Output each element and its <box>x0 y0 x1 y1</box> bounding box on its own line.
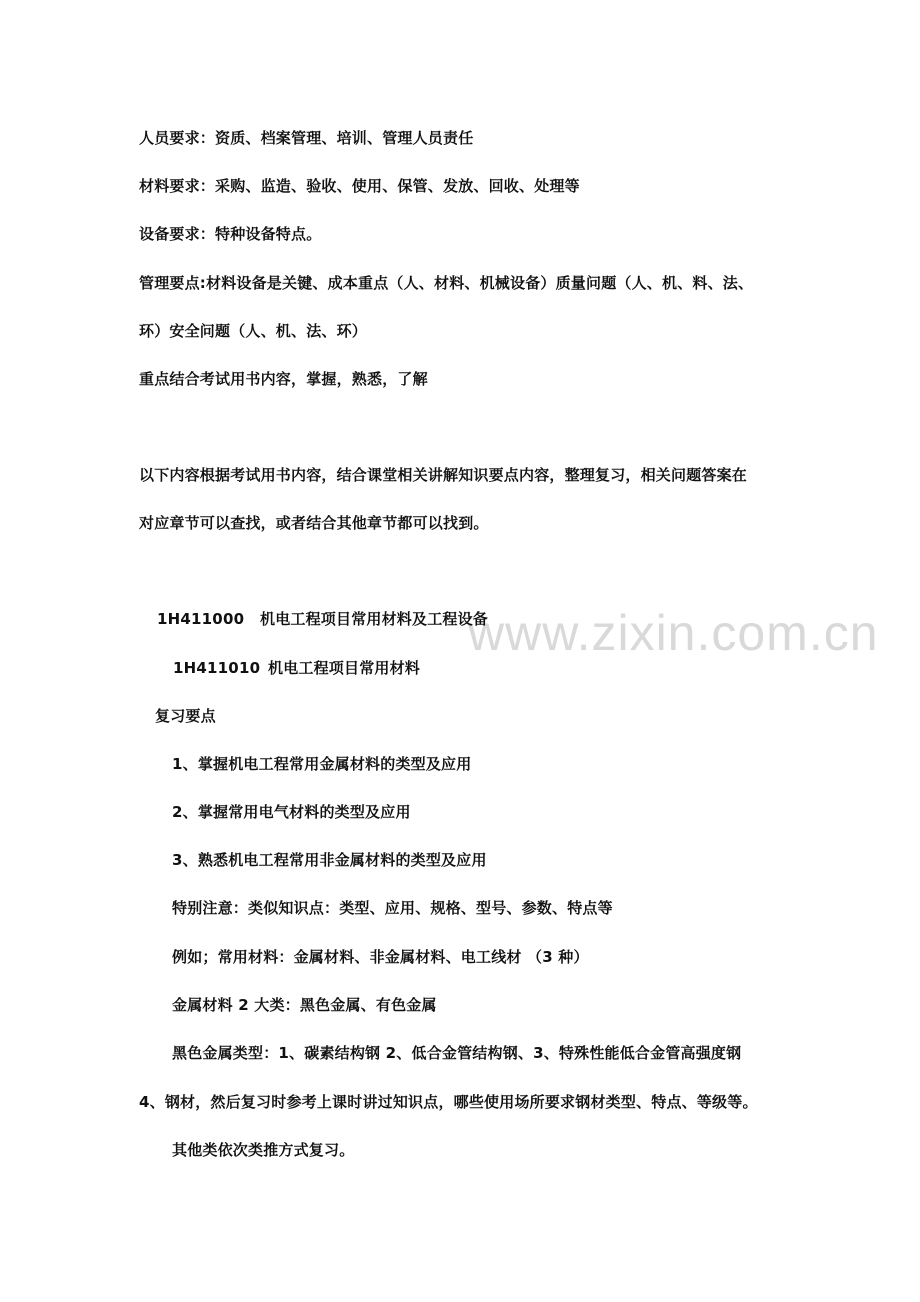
chapter-title: 机电工程项目常用材料及工程设备 <box>260 610 489 628</box>
guide-line1: 以下内容根据考试用书内容，结合课堂相关讲解知识要点内容，整理复习，相关问题答案在 <box>139 466 748 484</box>
ferrous-types-line2: 4、钢材，然后复习时参考上课时讲过知识点，哪些使用场所要求钢材类型、特点、等级等。 <box>139 1093 758 1111</box>
chapter-code: 1H411000 <box>157 610 245 628</box>
review-point-3: 3、熟悉机电工程常用非金属材料的类型及应用 <box>172 851 487 869</box>
section-code: 1H411010 <box>173 659 261 677</box>
ferrous-types-line1: 黑色金属类型：1、碳素结构钢 2、低合金管结构钢、3、特殊性能低合金管高强度钢 <box>172 1044 742 1062</box>
others-note: 其他类依次类推方式复习。 <box>172 1141 355 1159</box>
equipment-requirements: 设备要求：特种设备特点。 <box>139 225 322 243</box>
personnel-requirements: 人员要求：资质、档案管理、培训、管理人员责任 <box>139 129 474 147</box>
focus-note: 重点结合考试用书内容，掌握，熟悉，了解 <box>139 370 428 388</box>
section-title: 机电工程项目常用材料 <box>268 659 421 677</box>
management-points-line1: 管理要点:材料设备是关键、成本重点（人、材料、机械设备）质量问题（人、机、料、法、 <box>139 274 754 292</box>
watermark: www.zixin.com.cn <box>468 605 879 661</box>
review-heading: 复习要点 <box>155 707 216 725</box>
management-points-line2: 环）安全问题（人、机、法、环） <box>139 322 368 340</box>
example-note: 例如；常用材料：金属材料、非金属材料、电工线材 （3 种） <box>172 948 589 966</box>
guide-line2: 对应章节可以查找，或者结合其他章节都可以找到。 <box>139 514 489 532</box>
review-point-1: 1、掌握机电工程常用金属材料的类型及应用 <box>172 755 472 773</box>
metal-types: 金属材料 2 大类：黑色金属、有色金属 <box>172 996 437 1014</box>
material-requirements: 材料要求：采购、监造、验收、使用、保管、发放、回收、处理等 <box>139 177 580 195</box>
special-note: 特别注意：类似知识点：类型、应用、规格、型号、参数、特点等 <box>172 899 613 917</box>
review-point-2: 2、掌握常用电气材料的类型及应用 <box>172 803 411 821</box>
